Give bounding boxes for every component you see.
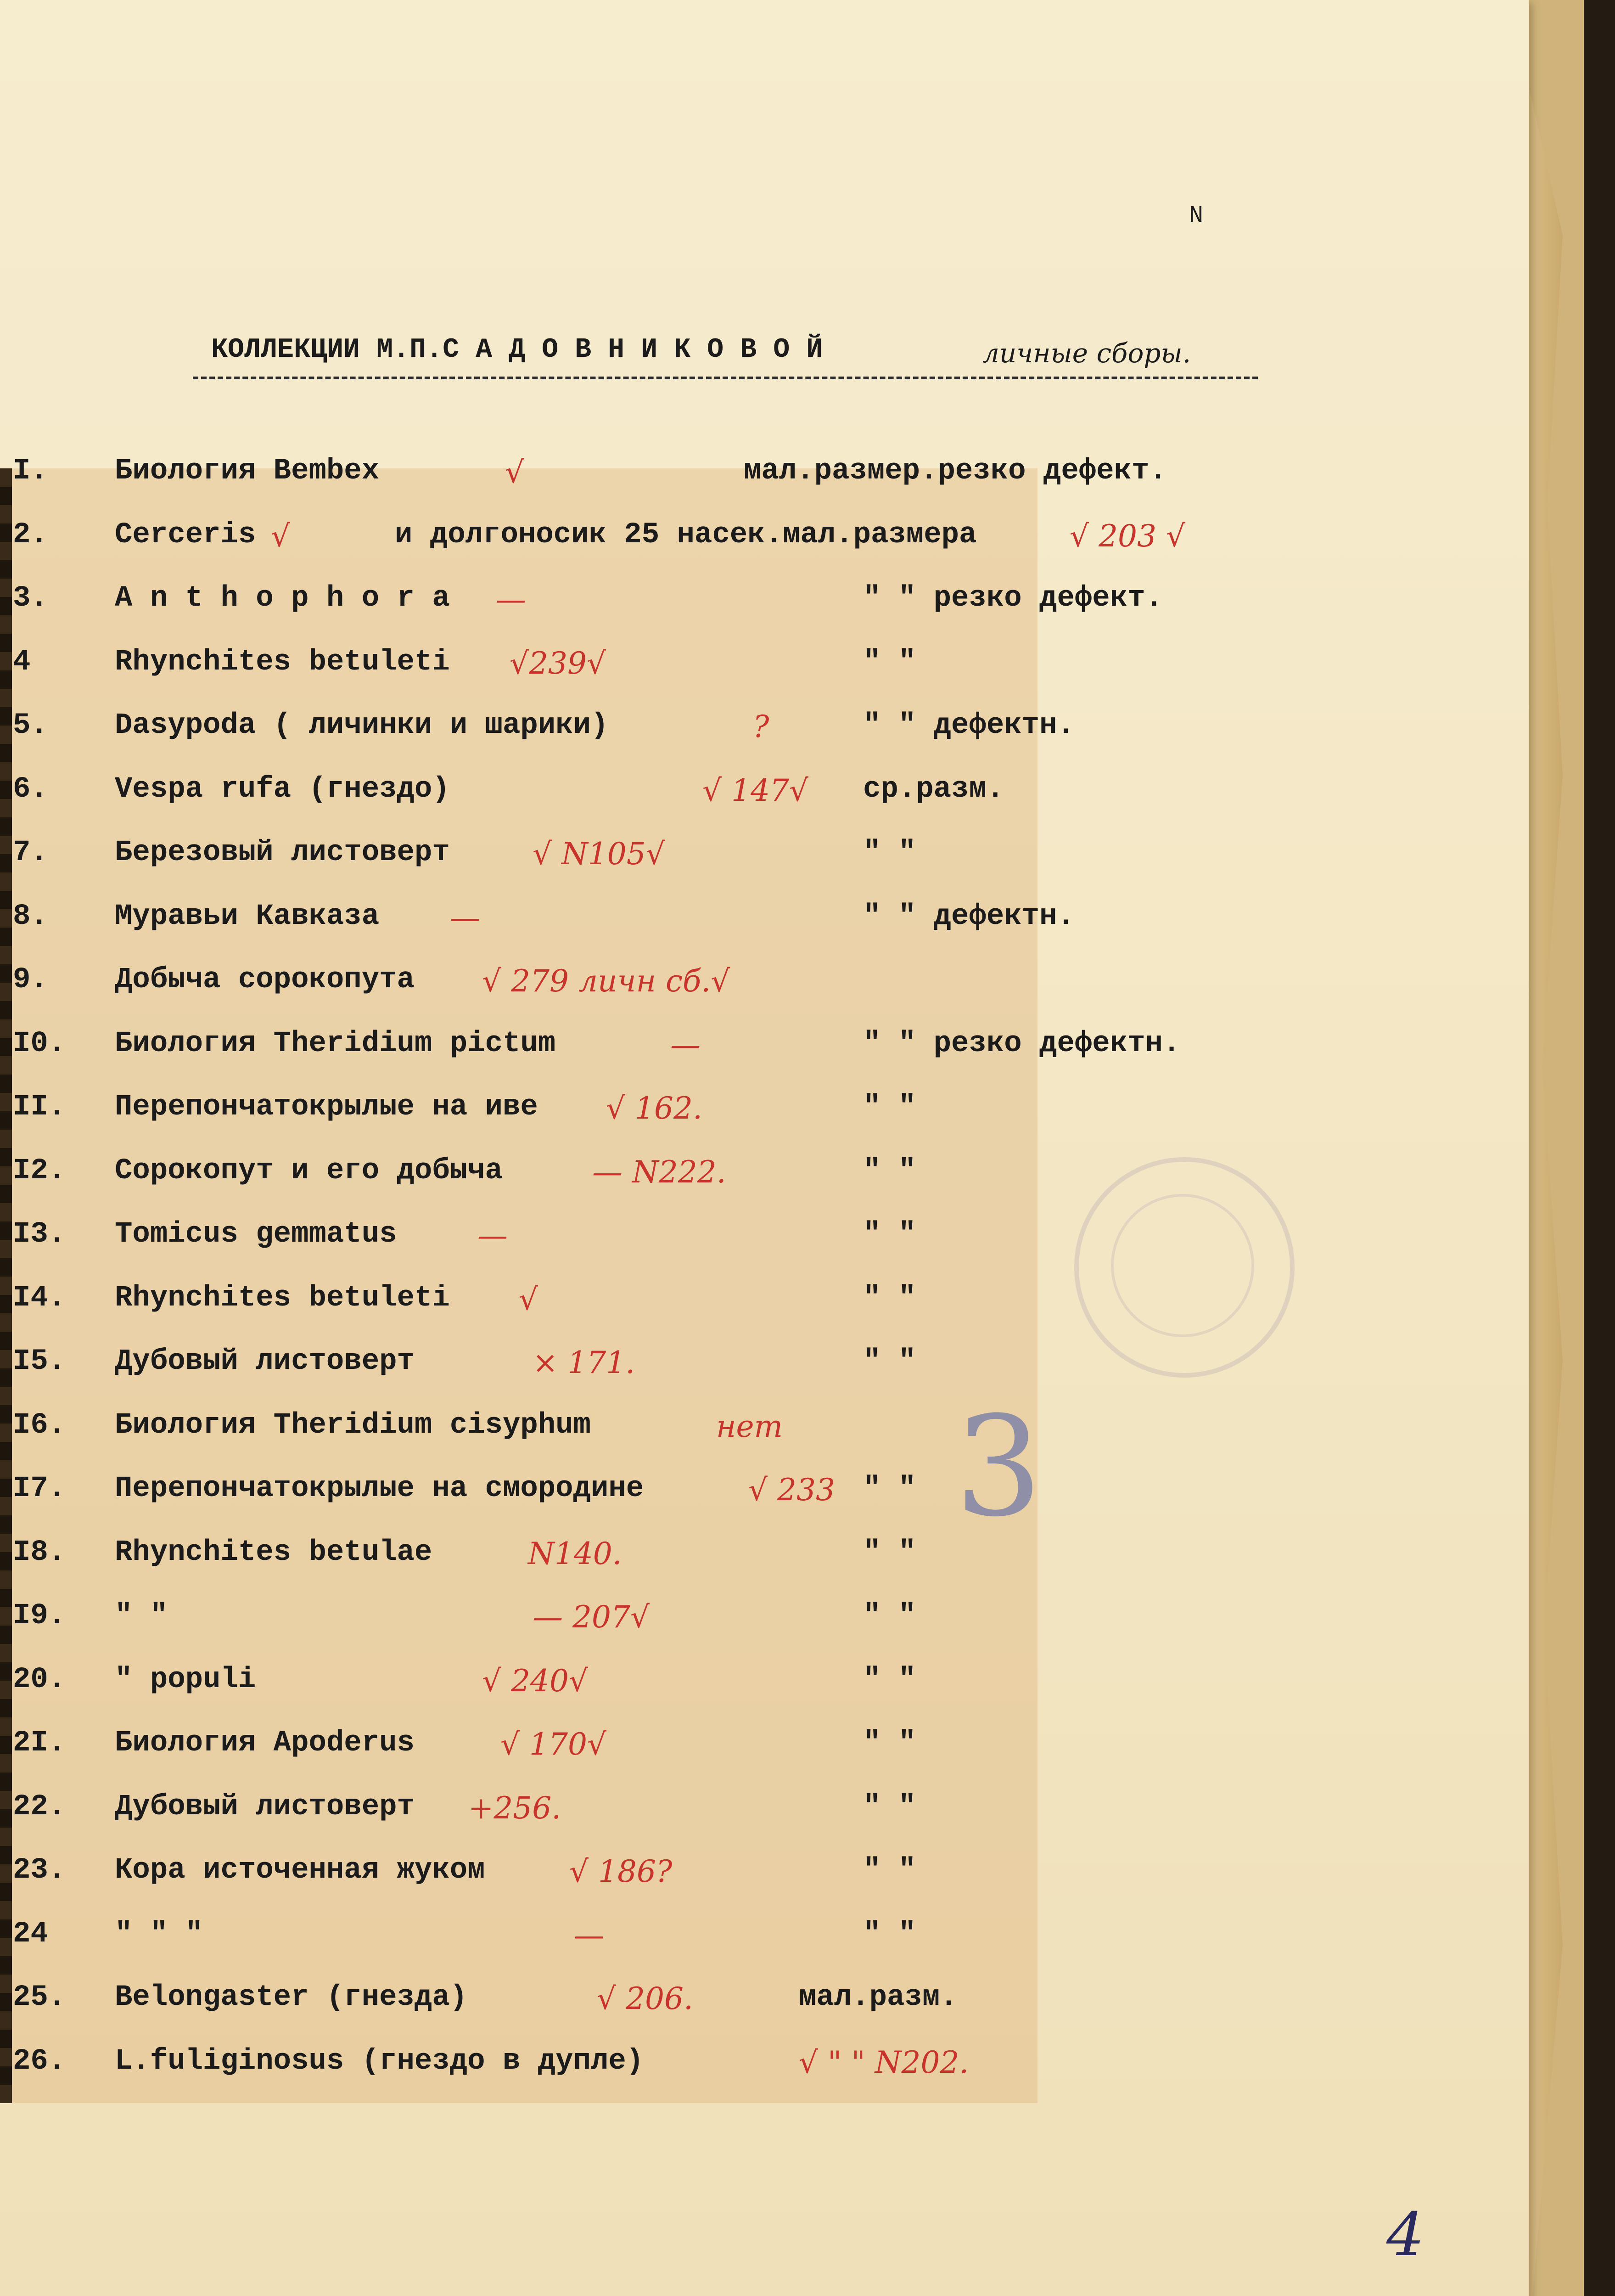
item-name: L.fuliginosus (гнездо в дупле) [115, 2044, 644, 2078]
list-item [0, 646, 1515, 692]
item-remark: " " [863, 836, 916, 869]
item-name: Dasypoda ( личинки и шарики) [115, 709, 609, 742]
item-number: I3. [13, 1218, 66, 1251]
list-item [0, 1472, 1515, 1518]
item-number: 25. [13, 1981, 66, 2014]
handwritten-mark: √ 206. [597, 1981, 693, 2016]
item-remark: " " [863, 645, 916, 679]
handwritten-mark: — [450, 900, 480, 935]
item-number: I8. [13, 1536, 66, 1569]
list-item [0, 518, 1515, 564]
list-item [0, 1091, 1515, 1137]
handwritten-mark: — 207√ [533, 1599, 650, 1635]
item-number: 2. [13, 518, 48, 551]
item-name: " " " [115, 1917, 203, 1951]
item-number: I2. [13, 1154, 66, 1187]
item-name: Cerceris [115, 518, 256, 551]
item-name: Сорокопут и его добыча [115, 1154, 503, 1187]
list-item [0, 709, 1515, 755]
handwritten-mark: √ 186? [569, 1854, 673, 1889]
item-remark: " " [863, 1917, 916, 1951]
item-name: Перепончатокрылые на иве [115, 1091, 538, 1124]
handwritten-mark: +256. [468, 1790, 561, 1826]
list-item [0, 1727, 1515, 1773]
item-number: 8. [13, 900, 48, 933]
item-name: Belongaster (гнезда) [115, 1981, 468, 2014]
item-number: 2I. [13, 1727, 66, 1760]
blue-pencil-bracket: 3 [955, 1387, 1043, 1547]
list-item [0, 1663, 1515, 1709]
list-item [0, 1981, 1515, 2027]
handwritten-mark: √ 162. [606, 1091, 702, 1126]
list-item [0, 455, 1515, 501]
list-item [0, 1536, 1515, 1582]
list-item [0, 1345, 1515, 1391]
list-item [0, 1790, 1515, 1836]
item-number: I4. [13, 1281, 66, 1315]
handwritten-mark: √ N105√ [533, 836, 665, 872]
item-name: Добыча сорокопута [115, 963, 415, 996]
item-number: I. [13, 455, 48, 488]
handwritten-mark: √ [505, 455, 525, 490]
handwritten-mark: √ [271, 518, 291, 554]
item-number: 24 [13, 1917, 48, 1951]
page-number: 4 [1386, 2200, 1424, 2269]
handwritten-mark: — [477, 1218, 508, 1253]
item-number: 22. [13, 1790, 66, 1823]
item-remark: " " [863, 1472, 916, 1505]
handwritten-mark: — [574, 1917, 604, 1953]
list-item [0, 963, 1515, 1009]
item-remark: " " дефектн. [863, 900, 1075, 933]
handwritten-mark: нет [716, 1408, 783, 1444]
item-remark: " " [863, 1599, 916, 1632]
item-number: 9. [13, 963, 48, 996]
title-underline [193, 377, 1258, 379]
list-item [0, 1409, 1515, 1455]
item-remark: " " [863, 1536, 916, 1569]
item-number: 26. [13, 2044, 66, 2078]
item-name: Дубовый листоверт [115, 1345, 415, 1378]
handwritten-mark: √ " " N202. [799, 2044, 969, 2080]
list-item [0, 1599, 1515, 1645]
item-name: Rhynchites betulae [115, 1536, 432, 1569]
handwritten-mark: √ 240√ [482, 1663, 589, 1699]
item-name: Rhynchites betuleti [115, 1281, 450, 1315]
item-number: I5. [13, 1345, 66, 1378]
handwritten-mark: — N222. [592, 1154, 726, 1190]
handwritten-mark: √239√ [510, 645, 606, 681]
item-name: Муравьи Кавказа [115, 900, 380, 933]
handwritten-mark: √ 233 [748, 1472, 836, 1508]
item-remark: " " [863, 1281, 916, 1315]
item-name: " " [115, 1599, 168, 1632]
item-number: II. [13, 1091, 66, 1124]
handwritten-mark: √ [519, 1281, 538, 1317]
list-item [0, 582, 1515, 628]
item-remark: " " [863, 1854, 916, 1887]
item-remark: " " [863, 1663, 916, 1696]
handwritten-mark: √ 279 личн сб.√ [482, 963, 730, 999]
item-remark: ср.разм. [863, 772, 1004, 806]
item-name: A n t h o p h o r a [115, 582, 450, 615]
item-number: I6. [13, 1408, 66, 1442]
item-number: I9. [13, 1599, 66, 1632]
item-name: Кора источенная жуком [115, 1854, 485, 1887]
handwritten-mark: × 171. [533, 1345, 635, 1380]
handwritten-mark: — [670, 1027, 701, 1063]
item-number: 5. [13, 709, 48, 742]
list-item [0, 836, 1515, 882]
item-remark: " " [863, 1154, 916, 1187]
item-remark: " " [863, 1345, 916, 1378]
header-number-label: N [1189, 202, 1204, 229]
item-remark: " " [863, 1727, 916, 1760]
item-number: 3. [13, 582, 48, 615]
list-item [0, 2045, 1515, 2091]
item-number: I7. [13, 1472, 66, 1505]
list-item [0, 1854, 1515, 1900]
item-remark: " " [863, 1218, 916, 1251]
handwritten-mark: — [496, 582, 526, 617]
item-number: 6. [13, 772, 48, 806]
item-number: 7. [13, 836, 48, 869]
item-remark: " " дефектн. [863, 709, 1075, 742]
handwritten-mark: √ 170√ [500, 1727, 607, 1762]
list-item [0, 773, 1515, 819]
item-name: Биология Theridium cisyphum [115, 1408, 591, 1442]
item-name: Перепончатокрылые на смородине [115, 1472, 644, 1505]
item-remark: и долгоносик 25 насек.мал.размера [395, 518, 977, 551]
item-name: Rhynchites betuleti [115, 645, 450, 679]
item-number: 20. [13, 1663, 66, 1696]
handwritten-mark: √ 147√ [702, 772, 809, 808]
item-name: Биология Apoderus [115, 1727, 415, 1760]
handwritten-mark: N140. [528, 1536, 622, 1571]
item-number: I0. [13, 1027, 66, 1060]
list-item [0, 900, 1515, 946]
handwritten-mark: √ 203 √ [1070, 518, 1186, 554]
handwritten-mark: ? [753, 709, 769, 744]
item-remark: " " резко дефектн. [863, 1027, 1181, 1060]
list-item [0, 1218, 1515, 1264]
list-item [0, 1027, 1515, 1073]
list-item [0, 1918, 1515, 1964]
item-number: 23. [13, 1854, 66, 1887]
item-name: Tomicus gemmatus [115, 1218, 397, 1251]
item-remark: " " резко дефект. [863, 582, 1163, 615]
list-item [0, 1282, 1515, 1328]
item-name: Биология Bembex [115, 455, 380, 488]
item-remark: " " [863, 1790, 916, 1823]
item-name: Vespa rufa (гнездо) [115, 772, 450, 806]
title-annotation: личные сборы. [982, 338, 1191, 369]
item-name: Биология Theridium pictum [115, 1027, 556, 1060]
item-remark: мал.разм. [799, 1981, 958, 2014]
item-remark: мал.размер.резко дефект. [744, 455, 1167, 488]
document-title: КОЛЛЕКЦИИ М.П.С А Д О В Н И К О В О Й [211, 334, 823, 366]
item-number: 4 [13, 645, 31, 679]
item-name: Березовый листоверт [115, 836, 450, 869]
item-name: Дубовый листоверт [115, 1790, 415, 1823]
item-remark: " " [863, 1091, 916, 1124]
item-name: " populi [115, 1663, 256, 1696]
list-item [0, 1154, 1515, 1200]
